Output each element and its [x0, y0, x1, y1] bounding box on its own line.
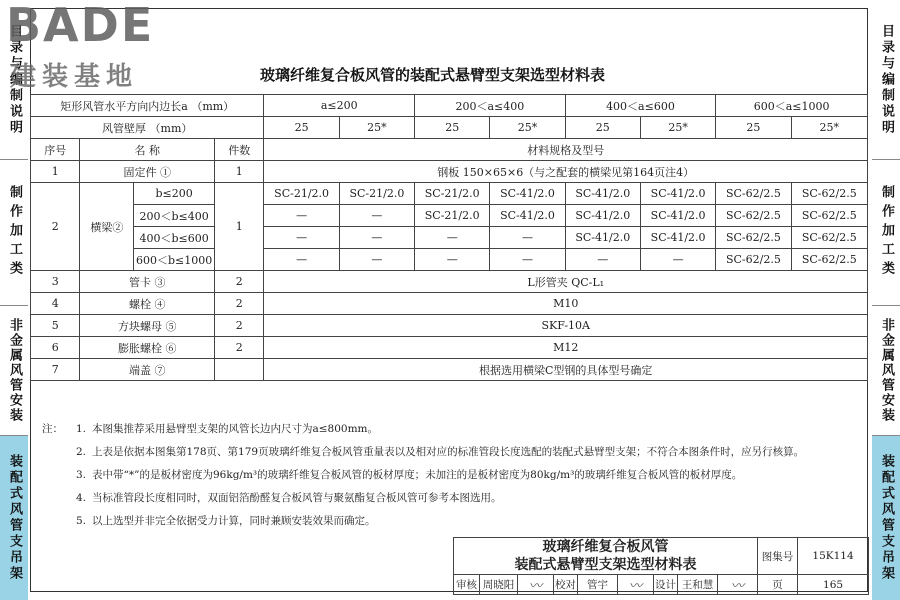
- row-qty: 1: [214, 161, 264, 183]
- note-text: 上表是依据本图集第178页、第179页玻璃纤维复合板风管重量表以及相对应的标准管段长度选配的装配式悬臂型支架；不符合本图条件时，应另行核算。: [92, 446, 805, 458]
- row-spec: M12: [264, 337, 868, 359]
- sidebar-item-fabrication[interactable]: [0, 160, 28, 306]
- atlas-label: 图集号: [758, 538, 798, 575]
- notes-section: [42, 418, 804, 533]
- spec-cell: —: [339, 249, 414, 271]
- table-row: [31, 95, 868, 117]
- row-name: 膨胀螺栓 ⑥: [80, 337, 214, 359]
- row-qty: 1: [214, 183, 264, 271]
- spec-cell: SC-21/2.0: [264, 183, 339, 205]
- row-no: 5: [31, 315, 80, 337]
- notes-prefix: 注：: [42, 423, 63, 435]
- note-number: 3.: [76, 469, 87, 481]
- checker-name: 管宇: [578, 575, 618, 595]
- note-number: 4.: [76, 492, 87, 504]
- spec-cell: SC-62/2.5: [791, 249, 867, 271]
- spec-cell: SC-62/2.5: [791, 183, 867, 205]
- row-spec: 钢板 150×65×6（与之配套的横梁见第164页注4）: [264, 161, 868, 183]
- header-thickness-label: 风管壁厚 （mm）: [31, 117, 264, 139]
- spec-cell: —: [264, 205, 339, 227]
- table-row: [31, 139, 868, 161]
- thickness-cell: 25*: [339, 117, 414, 139]
- spec-cell: SC-41/2.0: [490, 183, 565, 205]
- atlas-number: 15K114: [798, 538, 869, 575]
- row-condition: 600＜b≤1000: [134, 249, 215, 271]
- thickness-cell: 25: [716, 117, 791, 139]
- row-no: 1: [31, 161, 80, 183]
- note-text: 本图集推荐采用悬臂型支架的风管长边内尺寸为a≤800mm。: [92, 423, 379, 435]
- row-qty: 2: [214, 315, 264, 337]
- spec-cell: SC-62/2.5: [791, 205, 867, 227]
- thickness-cell: 25: [264, 117, 339, 139]
- note-text: 以上选型并非完全依据受力计算，同时兼顾安装效果而确定。: [92, 515, 376, 527]
- row-spec: L形管夹 QC-L₁: [264, 271, 868, 293]
- spec-cell: —: [339, 227, 414, 249]
- sidebar-item-label: 装配式风管支吊架: [879, 454, 894, 582]
- row-condition: b≤200: [134, 183, 215, 205]
- spec-cell: —: [565, 249, 640, 271]
- spec-cell: —: [264, 227, 339, 249]
- table-row: [454, 575, 869, 595]
- table-row: [31, 183, 868, 205]
- spec-cell: SC-62/2.5: [716, 183, 791, 205]
- page-label: 页: [758, 575, 798, 595]
- spec-cell: SC-62/2.5: [716, 227, 791, 249]
- sidebar-item-directory-right[interactable]: [872, 0, 900, 160]
- table-row: [31, 161, 868, 183]
- sidebar-item-label: 非金属风管安装: [879, 318, 894, 423]
- table-row: [31, 315, 868, 337]
- drawing-name-line1: 玻璃纤维复合板风管: [542, 539, 669, 555]
- table-row: [31, 337, 868, 359]
- range-cell: 200＜a≤400: [415, 95, 566, 117]
- row-name: 横梁②: [80, 183, 134, 271]
- note-number: 2.: [76, 446, 87, 458]
- sidebar-item-label: 制作加工类: [7, 185, 22, 280]
- range-cell: 600＜a≤1000: [716, 95, 868, 117]
- spec-cell: SC-62/2.5: [716, 249, 791, 271]
- reviewer-signature: 〰: [518, 575, 554, 595]
- table-row: [31, 117, 868, 139]
- page-title: 玻璃纤维复合板风管的装配式悬臂型支架选型材料表: [260, 66, 606, 84]
- table-row: [454, 538, 869, 575]
- designer-signature: 〰: [718, 575, 758, 595]
- row-no: 3: [31, 271, 80, 293]
- row-qty: 2: [214, 293, 264, 315]
- table-row: [31, 293, 868, 315]
- title-block: [453, 537, 869, 595]
- brand-logo: BADE: [6, 0, 155, 52]
- thickness-cell: 25*: [640, 117, 715, 139]
- review-label: 审核: [454, 575, 480, 595]
- row-name: 端盖 ⑦: [80, 359, 214, 381]
- table-row: [31, 227, 868, 249]
- row-name: 固定件 ①: [80, 161, 214, 183]
- material-table: [30, 94, 868, 381]
- col-header-qty: 件数: [214, 139, 264, 161]
- row-spec: SKF-10A: [264, 315, 868, 337]
- spec-cell: —: [415, 249, 490, 271]
- sidebar-item-fabrication-right[interactable]: [872, 160, 900, 306]
- row-condition: 200＜b≤400: [134, 205, 215, 227]
- spec-cell: —: [640, 249, 715, 271]
- row-name: 方块螺母 ⑤: [80, 315, 214, 337]
- spec-cell: —: [490, 249, 565, 271]
- spec-cell: SC-62/2.5: [791, 227, 867, 249]
- check-label: 校对: [554, 575, 578, 595]
- right-sidebar: [872, 0, 900, 600]
- spec-cell: —: [339, 205, 414, 227]
- spec-cell: SC-21/2.0: [339, 183, 414, 205]
- row-no: 7: [31, 359, 80, 381]
- row-name: 螺栓 ④: [80, 293, 214, 315]
- sidebar-item-label: 目录与编制说明: [7, 23, 22, 136]
- row-qty: [214, 359, 264, 381]
- row-name: 管卡 ③: [80, 271, 214, 293]
- note-text: 当标准管段长度相同时，双面铝箔酚醛复合板风管与聚氨酯复合板风管可参考本图选用。: [92, 492, 502, 504]
- spec-cell: SC-21/2.0: [415, 205, 490, 227]
- sidebar-item-nonmetal[interactable]: [0, 306, 28, 436]
- spec-cell: SC-62/2.5: [716, 205, 791, 227]
- sidebar-item-assembly-right[interactable]: [872, 436, 900, 600]
- row-qty: 2: [214, 271, 264, 293]
- table-row: [31, 359, 868, 381]
- col-header-no: 序号: [31, 139, 80, 161]
- spec-cell: SC-41/2.0: [490, 205, 565, 227]
- sidebar-item-assembly[interactable]: [0, 436, 28, 600]
- note-number: 5.: [76, 515, 87, 527]
- page-number: 165: [798, 575, 869, 595]
- note-text: 表中带“*”的是板材密度为96kg/m³的玻璃纤维复合板风管的板材厚度；未加注的是板材密度为80kg/m³的玻璃纤维复合板风管的板材厚度。: [92, 469, 743, 481]
- sidebar-item-label: 制作加工类: [879, 185, 894, 280]
- table-row: [31, 249, 868, 271]
- drawing-name: [454, 538, 758, 575]
- col-header-name: 名 称: [80, 139, 214, 161]
- spec-cell: —: [415, 227, 490, 249]
- table-row: [31, 271, 868, 293]
- reviewer-name: 周晓阳: [480, 575, 518, 595]
- row-condition: 400＜b≤600: [134, 227, 215, 249]
- row-spec: M10: [264, 293, 868, 315]
- row-qty: 2: [214, 337, 264, 359]
- table-row: [31, 205, 868, 227]
- spec-cell: SC-41/2.0: [565, 205, 640, 227]
- range-cell: a≤200: [264, 95, 415, 117]
- header-width-label: 矩形风管水平方向内边长a （mm）: [31, 95, 264, 117]
- sidebar-item-label: 目录与编制说明: [879, 23, 894, 136]
- spec-cell: SC-41/2.0: [640, 205, 715, 227]
- spec-cell: —: [264, 249, 339, 271]
- checker-signature: 〰: [618, 575, 654, 595]
- thickness-cell: 25: [565, 117, 640, 139]
- spec-cell: SC-41/2.0: [565, 227, 640, 249]
- spec-cell: SC-41/2.0: [565, 183, 640, 205]
- range-cell: 400＜a≤600: [565, 95, 716, 117]
- spec-cell: SC-41/2.0: [640, 183, 715, 205]
- sidebar-item-label: 装配式风管支吊架: [7, 454, 22, 582]
- sidebar-item-nonmetal-right[interactable]: [872, 306, 900, 436]
- design-label: 设计: [654, 575, 678, 595]
- thickness-cell: 25*: [791, 117, 867, 139]
- note-number: 1.: [76, 423, 87, 435]
- brand-subtitle: 建装基地: [10, 62, 139, 92]
- col-header-spec: 材料规格及型号: [264, 139, 868, 161]
- row-no: 2: [31, 183, 80, 271]
- thickness-cell: 25: [415, 117, 490, 139]
- spec-cell: SC-21/2.0: [415, 183, 490, 205]
- spec-cell: —: [490, 227, 565, 249]
- thickness-cell: 25*: [490, 117, 565, 139]
- row-no: 6: [31, 337, 80, 359]
- row-spec: 根据选用横梁C型钢的具体型号确定: [264, 359, 868, 381]
- designer-name: 王和慧: [678, 575, 718, 595]
- drawing-name-line2: 装配式悬臂型支架选型材料表: [514, 557, 697, 573]
- row-no: 4: [31, 293, 80, 315]
- sidebar-item-label: 非金属风管安装: [7, 318, 22, 423]
- spec-cell: SC-41/2.0: [640, 227, 715, 249]
